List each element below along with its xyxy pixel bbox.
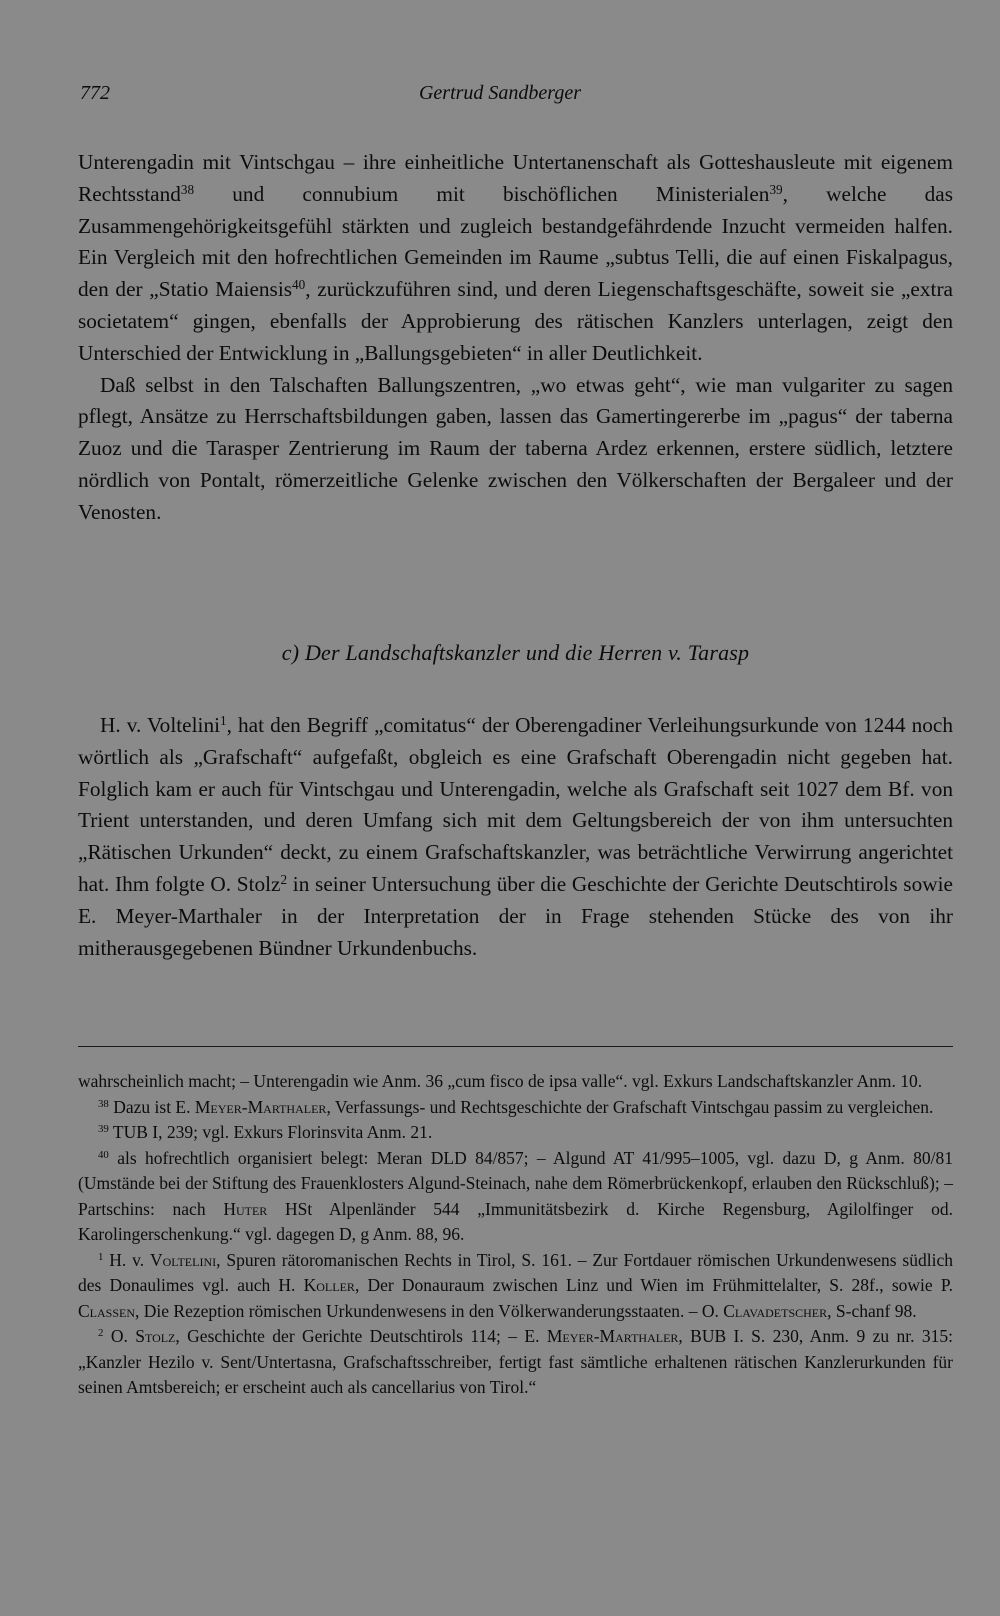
body-text-bottom [78, 710, 953, 964]
text-run: als hofrechtlich organisiert belegt: Meran DLD 84/857; – Algund AT 41/995–1005, vgl. dazu D, g Anm. 80/81 (Umstände bei der Stiftung des Frauenklosters Algund-Steinach, nahe dem Römerbrückenkopf, erlauben den Rückschluß); – Partschins: nach [78, 1147, 953, 1219]
footnote [78, 1146, 953, 1248]
author-name: Meyer-Marthaler [546, 1326, 679, 1346]
page-header [78, 82, 922, 112]
footnotes [78, 1069, 953, 1401]
text-run: , hat den Begriff „comitatus“ der Oberengadiner Verleihungsurkunde von 1244 noch wörtlich als „Grafschaft“ aufgefaßt, obgleich es eine Grafschaft Oberengadin nicht gegeben hat. Folglich kam er auch für Vintschgau und Unterengadin, welche als Grafschaft seit 1027 dem Bf. von Trient unterstanden, und deren Umfang sich mit dem Geltungsbereich der von ihm untersuchten „Rätischen Urkunden“ deckt, zu einem Grafschaftskanzler, was beträchtliche Verwirrung angerichtet hat. Ihm folgte O. Stolz [78, 713, 953, 896]
text-run: HSt Alpenländer 544 „Immunitätsbezirk d. Kirche Regensburg, Agilolfinger od. Karolingerschenkung.“ vgl. dagegen D, g Anm. 88, 96. [78, 1198, 953, 1244]
note-reference: 2 [98, 1327, 104, 1340]
text-run: und connubium mit bischöflichen Ministerialen [194, 181, 770, 206]
footnote [78, 1120, 953, 1146]
footnote [78, 1324, 953, 1401]
text-run: H. v. Voltelini [100, 713, 221, 737]
note-reference: 1 [220, 712, 227, 728]
footnote [78, 1095, 953, 1121]
note-reference: 38 [180, 181, 195, 197]
author-name: Stolz [135, 1326, 176, 1346]
text-run: , Geschichte der Gerichte Deutschtirols 114; – E. [175, 1326, 547, 1346]
author-name: Huter [223, 1198, 268, 1219]
author-name: Meyer-Marthaler [194, 1096, 327, 1117]
note-reference: 39 [98, 1123, 109, 1136]
text-run: , BUB I. S. 230, Anm. 9 zu nr. 315: „Kanzler Hezilo v. Sent/Untertasna, Grafschaftsschreiber, fertigt fast sämtliche erhaltenen rätischen Kanzlerurkunden für seinen Amtsbereich; er erscheint auch als cancellarius von Tirol.“ [78, 1326, 953, 1397]
note-reference: 38 [98, 1097, 109, 1110]
text-run: in seiner Untersuchung über die Geschichte der Gerichte Deutschtirols sowie E. Meyer-Marthaler in der Interpretation der in Frage stehenden Stücke des von ihr mitherausgegebenen Bündner Urkundenbuchs. [78, 871, 953, 960]
section-heading: c) Der Landschaftskanzler und die Herren v. Tarasp [281, 640, 750, 665]
text-run: , Der Donauraum zwischen Linz und Wien im Frühmittelalter, S. 28f., sowie P. [354, 1275, 954, 1295]
note-reference: 39 [769, 181, 783, 197]
text-run: H. v. [103, 1249, 150, 1270]
note-reference: 40 [292, 276, 306, 292]
text-run: TUB I, 239; vgl. Exkurs Florinsvita Anm. 21. [108, 1122, 433, 1142]
text-run: Unterengadin mit Vintschgau – ihre einheitliche Untertanenschaft als Gotteshausleute mit eigenem Rechtsstand [78, 150, 953, 206]
text-run: wahrscheinlich macht; – Unterengadin wie Anm. 36 „cum fisco de ipsa valle“. vgl. Exkurs Landschaftskanzler Anm. 10. [78, 1071, 923, 1091]
author-name: Voltelini [149, 1249, 217, 1270]
note-reference: 1 [98, 1250, 104, 1263]
paragraph [78, 147, 953, 370]
author-name: Koller [303, 1275, 355, 1295]
author-name: Clavadetscher [723, 1300, 828, 1321]
author-name: Classen [78, 1300, 136, 1321]
footnote-divider [78, 1046, 953, 1047]
text-run: , Spuren rätoromanischen Rechts in Tirol, S. 161. – Zur Fortdauer römischen Urkundenwesens südlich des Donaulimes vgl. auch H. [78, 1249, 953, 1295]
note-reference: 40 [98, 1148, 109, 1161]
paragraph [78, 710, 953, 964]
body-text-top [78, 147, 953, 529]
text-run: Daß selbst in den Talschaften Ballungszentren, „wo etwas geht“, wie man vulgariter zu sagen pflegt, Ansätze zu Herrschaftsbildungen gaben, lassen das Gamertingererbe im „pagus“ der taberna Zuoz und die Tarasper Zentrierung im Raum der taberna Ardez erkennen, erstere südlich, letztere nördlich von Pontalt, römerzeitliche Gelenke zwischen den Völkerschaften der Bergaleer und der Venosten. [78, 372, 953, 524]
text-run: , Die Rezeption römischen Urkundenwesens in den Völkerwanderungsstaaten. – O. [135, 1300, 724, 1321]
text-run: Dazu ist E. [108, 1096, 195, 1117]
note-reference: 2 [280, 871, 288, 887]
text-run: O. [103, 1326, 136, 1346]
running-head: Gertrud Sandberger [418, 82, 582, 104]
text-run: , S-chanf 98. [827, 1300, 917, 1321]
footnote [78, 1069, 953, 1095]
paragraph [78, 370, 953, 529]
footnote [78, 1248, 953, 1325]
page-number: 772 [80, 82, 110, 104]
text-run: , welche das Zusammengehörigkeitsgefühl stärkten und zugleich bestandgefährdende Inzucht vermeiden halfen. Ein Vergleich mit den hofrechtlichen Gemeinden im Raume „subtus Telli, die auf einen Fiskalpagus, den der „Statio Maiensis [78, 181, 954, 302]
text-run: , zurückzuführen sind, und deren Liegenschaftsgeschäfte, soweit sie „extra societatem“ gingen, ebenfalls der Approbierung des rätischen Kanzlers unterlagen, zeigt den Unterschied der Entwicklung in „Ballungsgebieten“ in aller Deutlichkeit. [78, 277, 953, 365]
text-run: , Verfassungs- und Rechtsgeschichte der Grafschaft Vintschgau passim zu vergleichen. [326, 1096, 934, 1117]
